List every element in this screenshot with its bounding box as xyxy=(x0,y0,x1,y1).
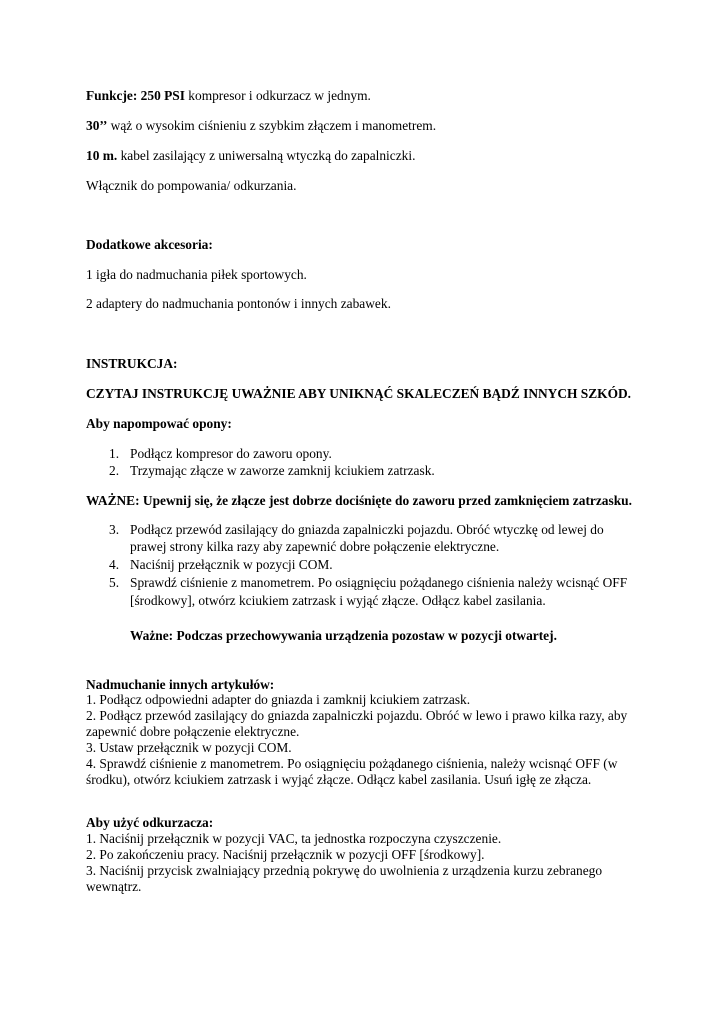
other-items-heading: Nadmuchanie innych artykułów: xyxy=(86,677,275,692)
list-item-text: Podłącz przewód zasilający do gniazda zapalniczki pojazdu. Obróć wtyczkę od lewej do xyxy=(130,522,604,537)
other-items-line: 2. Podłącz przewód zasilający do gniazda zapalniczki pojazdu. Obróć w lewo i prawo kilka razy, aby xyxy=(86,708,628,723)
list-item-text: prawej strony kilka razy aby zapewnić dobre połączenie elektryczne. xyxy=(130,539,500,554)
list-item-text: Naciśnij przełącznik w pozycji COM. xyxy=(130,557,333,572)
other-items-line: 3. Ustaw przełącznik w pozycji COM. xyxy=(86,740,292,755)
vacuum-line: 1. Naciśnij przełącznik w pozycji VAC, ta jednostka rozpoczyna czyszczenie. xyxy=(86,831,502,846)
instructions-warning: CZYTAJ INSTRUKCJĘ UWAŻNIE ABY UNIKNĄĆ SKALECZEŃ BĄDŹ INNYCH SZKÓD. xyxy=(86,386,632,401)
storage-note: Ważne: Podczas przechowywania urządzenia pozostaw w pozycji otwartej. xyxy=(130,628,557,643)
feature-hose-label: 30’’ xyxy=(86,118,108,133)
accessory-item: 2 adaptery do nadmuchania pontonów i innych zabawek. xyxy=(86,296,391,311)
list-item-text: Trzymając złącze w zaworze zamknij kciukiem zatrzask. xyxy=(130,463,435,478)
feature-compressor xyxy=(86,87,371,104)
list-item-text: Podłącz kompresor do zaworu opony. xyxy=(130,446,332,461)
vacuum-line: 3. Naciśnij przycisk zwalniający przednią pokrywę do uwolnienia z urządzenia kurzu zebranego xyxy=(86,863,603,878)
list-item-number: 1. xyxy=(109,446,120,461)
other-items-line: środku), otwórz kciukiem zatrzask i wyjąć złącze. Odłącz kabel zasilania. Usuń igłę ze złącza. xyxy=(86,772,592,787)
important-label: WAŻNE: xyxy=(86,493,140,508)
feature-cable-text: kabel zasilający z uniwersalną wtyczką do zapalniczki. xyxy=(117,148,416,163)
list-item-text: [środkowy], otwórz kciukiem zatrzask i wyjąć złącze. Odłącz kabel zasilania. xyxy=(130,593,546,608)
feature-cable-label: 10 m. xyxy=(86,148,118,163)
instructions-heading: INSTRUKCJA: xyxy=(86,356,178,371)
important-note xyxy=(86,492,632,509)
list-item-text: Sprawdź ciśnienie z manometrem. Po osiągnięciu pożądanego ciśnienia należy wcisnąć OFF xyxy=(130,575,628,590)
feature-compressor-label: Funkcje: 250 PSI xyxy=(86,88,185,103)
list-item-number: 3. xyxy=(109,522,120,537)
tires-heading: Aby napompować opony: xyxy=(86,416,232,431)
feature-hose-text: wąż o wysokim ciśnieniu z szybkim złączem i manometrem. xyxy=(107,118,437,133)
list-item-number: 5. xyxy=(109,575,120,590)
important-text: Upewnij się, że złącze jest dobrze dociśnięte do zaworu przed zamknięciem zatrzasku. xyxy=(139,493,632,508)
vacuum-heading: Aby użyć odkurzacza: xyxy=(86,815,214,830)
vacuum-line: wewnątrz. xyxy=(86,879,142,894)
feature-switch: Włącznik do pompowania/ odkurzania. xyxy=(86,178,297,193)
accessory-item: 1 igła do nadmuchania piłek sportowych. xyxy=(86,267,307,282)
list-item-number: 4. xyxy=(109,557,120,572)
accessories-heading: Dodatkowe akcesoria: xyxy=(86,237,213,252)
list-item-number: 2. xyxy=(109,463,120,478)
other-items-line: 4. Sprawdź ciśnienie z manometrem. Po osiągnięciu pożądanego ciśnienia, należy wcisnąć OFF (w xyxy=(86,756,618,771)
vacuum-line: 2. Po zakończeniu pracy. Naciśnij przełącznik w pozycji OFF [środkowy]. xyxy=(86,847,485,862)
other-items-line: 1. Podłącz odpowiedni adapter do gniazda i zamknij kciukiem zatrzask. xyxy=(86,692,471,707)
feature-hose xyxy=(86,117,436,134)
other-items-line: zapewnić dobre połączenie elektryczne. xyxy=(86,724,300,739)
feature-cable xyxy=(86,147,415,164)
feature-compressor-text: kompresor i odkurzacz w jednym. xyxy=(184,88,371,103)
